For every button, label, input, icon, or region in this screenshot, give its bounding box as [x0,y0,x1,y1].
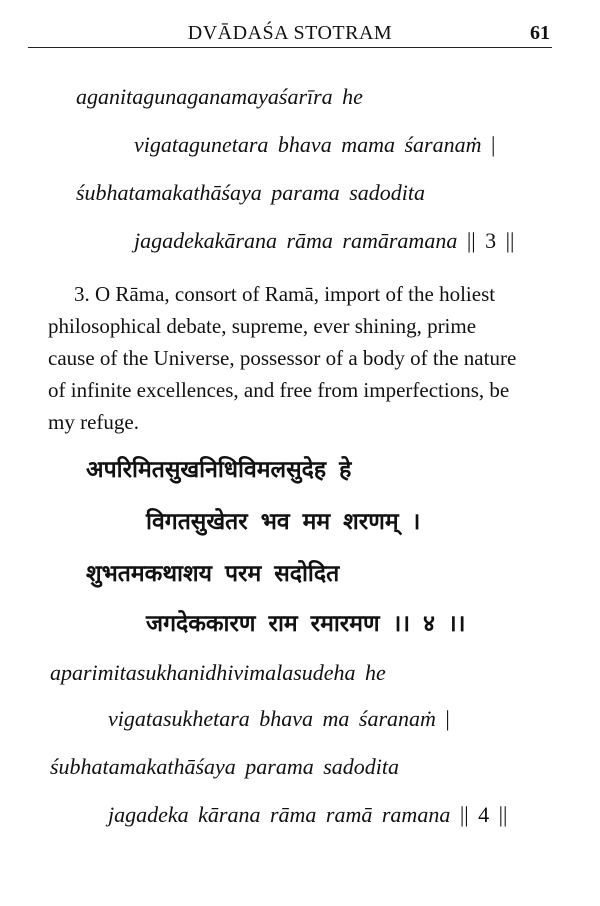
translation-line-1: 3. O Rāma, consort of Ramā, import of the holiest [74,282,496,306]
page-header [28,16,552,46]
verse-3-line-3: śubhatamakathāśaya parama sadodita [76,180,425,205]
verse-4-line-2 [108,706,450,732]
verse-4-devanagari-line-4: जगदेककारण राम रमारमण ।। ४ ।। [146,611,466,637]
verse-4-line-2-text: vigatasukhetara bhava ma śaranaṁ [108,706,436,731]
verse-4-danda: | [445,706,450,731]
translation-line-5: my refuge. [48,410,139,434]
verse-3-number: || 3 || [466,228,515,253]
verse-3-line-1: aganitagunaganamayaśarīra he [76,84,363,109]
verse-4-line-4-text: jagadeka kārana rāma ramā ramana [108,802,451,827]
page-number: 61 [530,22,550,44]
translation-line-3: cause of the Universe, possessor of a body of the nature [48,346,517,370]
verse-4-devanagari-line-1: अपरिमितसुखनिधिविमलसुदेह हे [86,457,352,483]
header-rule [28,47,552,48]
verse-3-line-2-text: vigatagunetara bhava mama śaranaṁ [134,132,482,157]
verse-3-danda: | [490,132,496,157]
verse-4-devanagari-line-3: शुभतमकथाशय परम सदोदित [86,561,340,587]
verse-4-number: || 4 || [459,802,508,827]
translation-line-2: philosophical debate, supreme, ever shining, prime [48,314,477,338]
verse-4-line-4 [108,802,507,828]
translation-line-4: of infinite excellences, and free from imperfections, be [48,378,510,402]
verse-3-line-2 [134,132,495,158]
running-title: DVĀDAŚA STOTRAM [187,22,393,44]
verse-3-line-4-text: jagadekakārana rāma ramāramana [134,228,458,253]
verse-4-devanagari-line-2: विगतसुखेतर भव मम शरणम् । [146,509,421,535]
verse-3-line-4 [134,228,514,254]
verse-4-line-1: aparimitasukhanidhivimalasudeha he [50,660,386,685]
verse-4-line-3: śubhatamakathāśaya parama sadodita [50,754,399,779]
verse-3-translation [48,278,552,438]
